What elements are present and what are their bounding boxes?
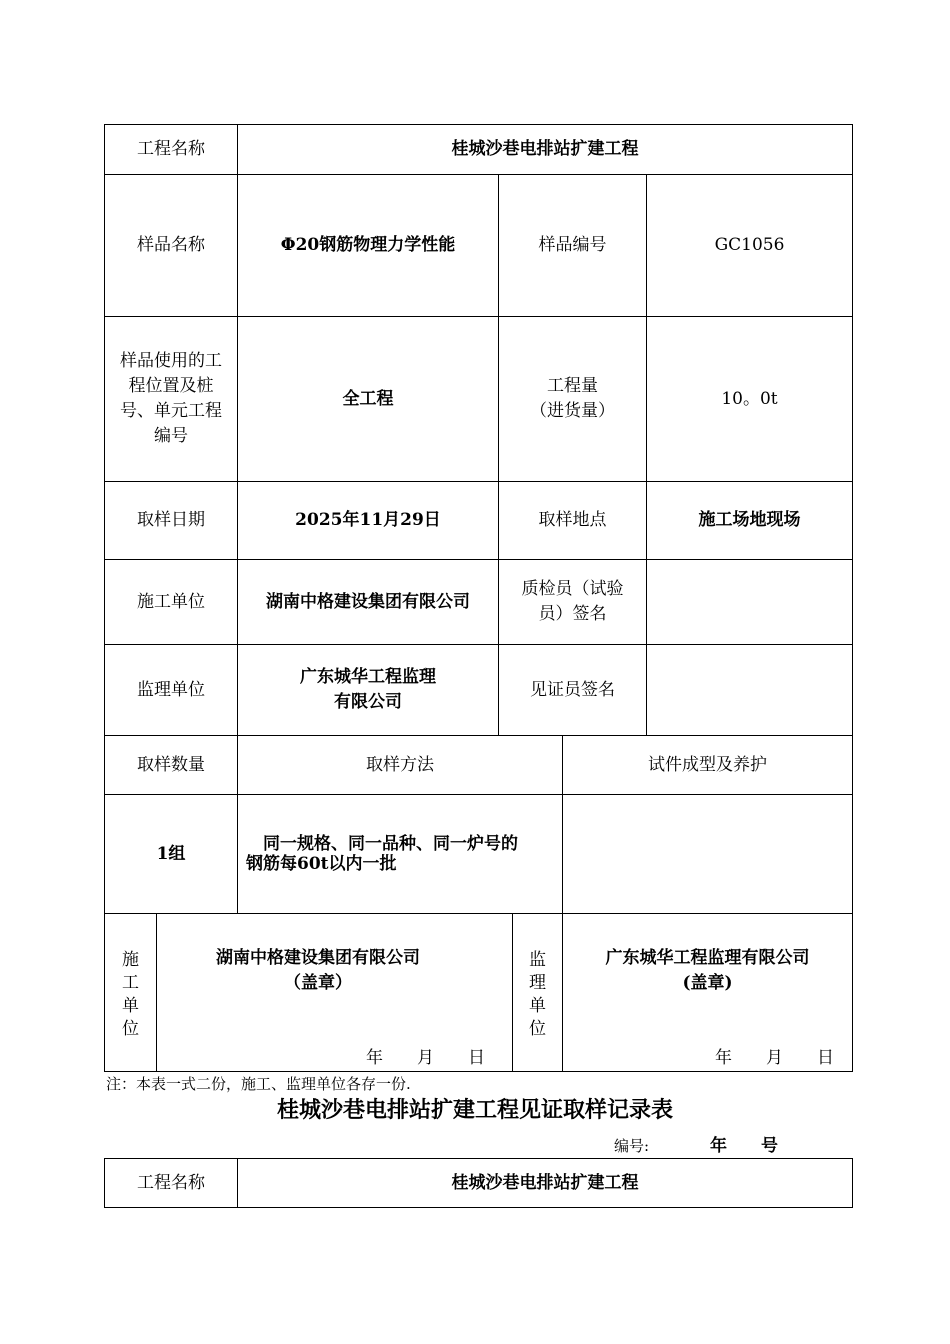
supervision-unit-label: 监理单位 [137, 679, 205, 700]
sign-supervision-label: 监 理 单 位 [529, 950, 546, 1039]
sample-no-label: 样品编号 [538, 235, 607, 255]
sampling-method-value: 同一规格、同一品种、同一炉号的 钢筋每60t以内一批 [246, 834, 518, 874]
construction-unit-label: 施工单位 [137, 591, 205, 612]
form-number-value[interactable]: 年 号 [710, 1136, 778, 1156]
witness-signature-field[interactable] [647, 645, 852, 735]
sign-construction-date[interactable]: 年 月 日 [366, 1048, 485, 1068]
project-name-label: 工程名称 [137, 139, 205, 159]
table-note: 注：本表一式二份，施工、监理单位各存一份. [106, 1075, 411, 1093]
form2-project-name-label: 工程名称 [137, 1172, 205, 1193]
inspector-signature-label: 质检员（试验 员）签名 [521, 579, 624, 624]
sign-supervision-date[interactable]: 年 月 日 [715, 1048, 834, 1068]
sampling-date-label: 取样日期 [137, 510, 205, 530]
sampling-place-label: 取样地点 [538, 510, 607, 530]
sampling-qty-value: 1组 [156, 843, 186, 864]
sampling-method-label: 取样方法 [366, 754, 434, 775]
sample-name-label: 样品名称 [137, 235, 205, 255]
form2-project-name-value: 桂城沙巷电排站扩建工程 [451, 1172, 639, 1193]
form-number-label: 编号: [614, 1137, 650, 1155]
supervision-unit-value: 广东城华工程监理 有限公司 [300, 667, 436, 712]
sign-construction-label: 施 工 单 位 [122, 950, 139, 1039]
sampling-place-value: 施工场地现场 [698, 510, 801, 530]
quantity-label: 工程量 （进货量） [530, 376, 615, 421]
sampling-date-value: 2025年11月29日 [295, 510, 441, 530]
specimen-label: 试件成型及养护 [648, 754, 767, 775]
sample-no-value: GC1056 [714, 235, 785, 255]
specimen-value [563, 795, 852, 913]
sampling-qty-label: 取样数量 [137, 754, 205, 775]
sign-supervision-company: 广东城华工程监理有限公司 [605, 948, 810, 968]
usage-location-label: 样品使用的工 程位置及桩 号、单元工程 编号 [120, 351, 222, 446]
usage-location-value: 全工程 [342, 388, 394, 409]
sign-construction-seal: （盖章） [284, 973, 352, 993]
witness-signature-label: 见证员签名 [530, 679, 615, 700]
inspector-signature-field[interactable] [647, 560, 852, 644]
form-title: 桂城沙巷电排站扩建工程见证取样记录表 [276, 1097, 673, 1123]
sign-supervision-seal: (盖章) [682, 973, 733, 993]
construction-unit-value: 湖南中格建设集团有限公司 [266, 591, 470, 612]
sample-name-value: Φ20钢筋物理力学性能 [280, 235, 456, 255]
sign-construction-company: 湖南中格建设集团有限公司 [216, 948, 420, 968]
project-name-value: 桂城沙巷电排站扩建工程 [451, 139, 639, 159]
quantity-value: 10。0t [721, 388, 778, 409]
